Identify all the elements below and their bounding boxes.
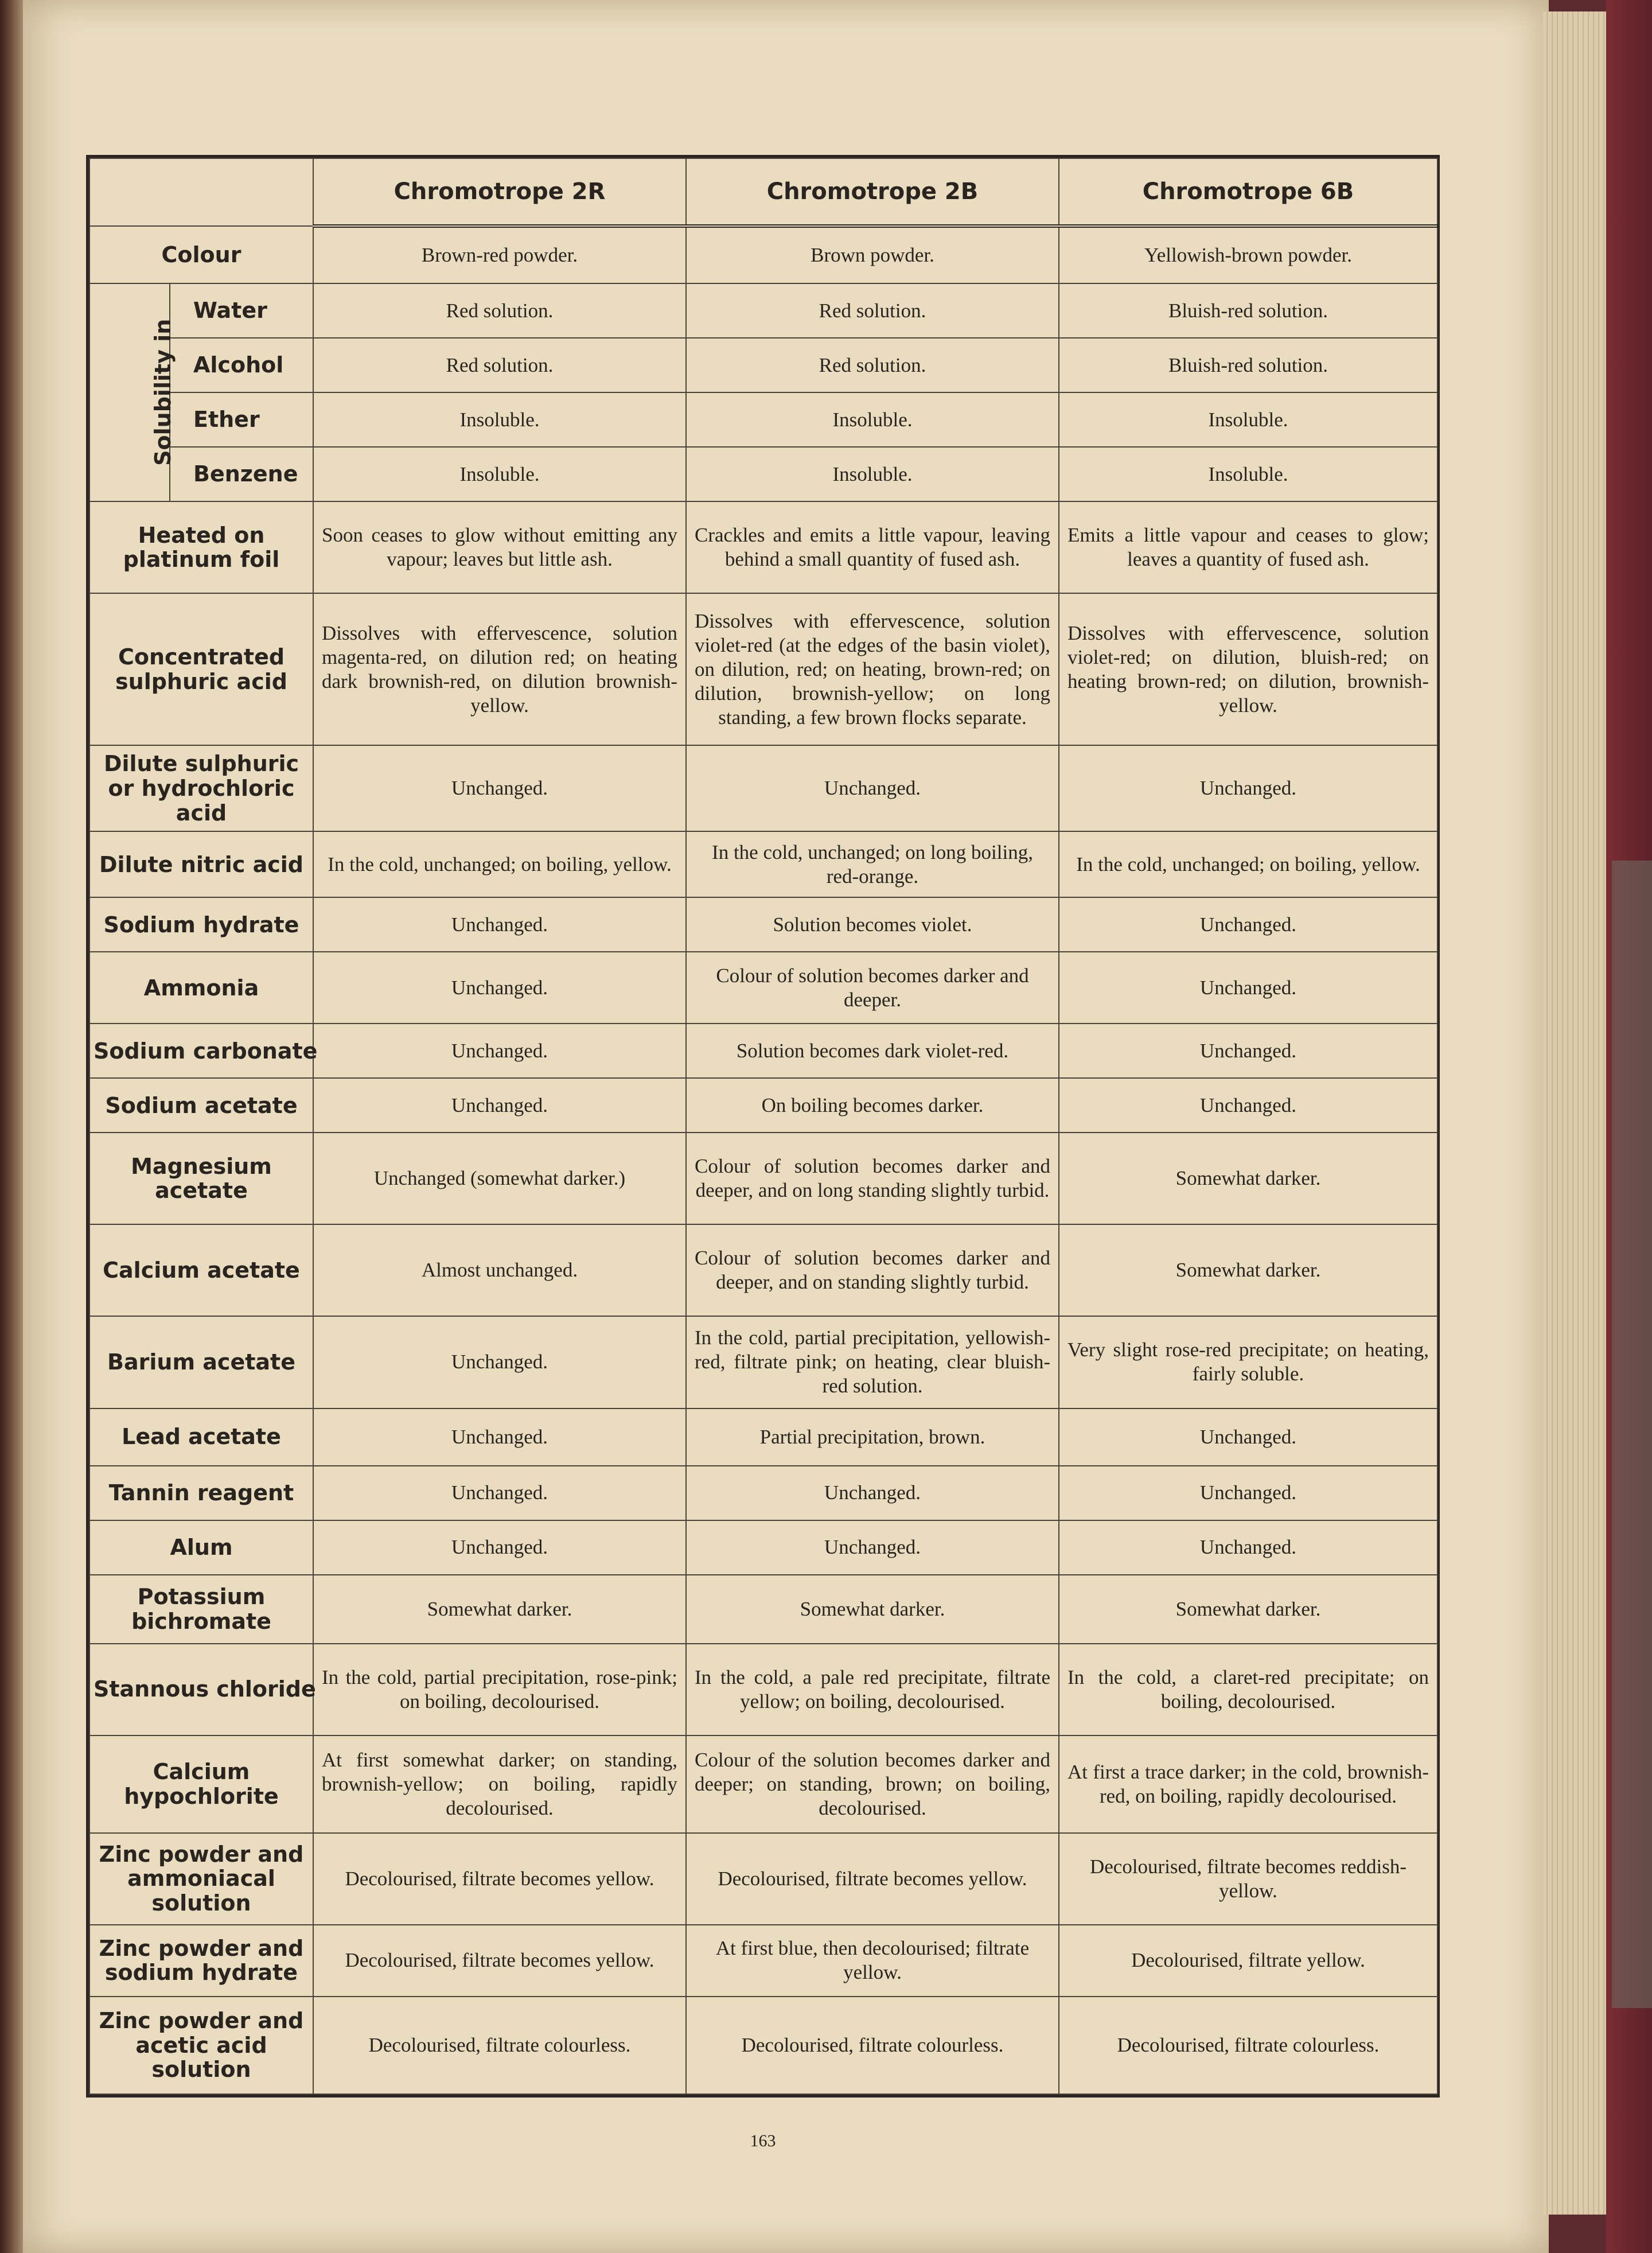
table-row bbox=[89, 952, 1437, 1024]
table-row bbox=[89, 1078, 1437, 1133]
cell: Brown powder. bbox=[686, 226, 1059, 283]
cell: Unchanged. bbox=[1059, 1024, 1437, 1078]
cell: Decolourised, filtrate yellow. bbox=[1059, 1925, 1437, 1997]
cell: Unchanged. bbox=[686, 1520, 1059, 1575]
cell: Colour of solution becomes darker and deeper. bbox=[686, 952, 1059, 1024]
row-label: Calcium hypochlorite bbox=[89, 1736, 313, 1833]
cell: Red solution. bbox=[686, 283, 1059, 338]
row-label: Sodium hydrate bbox=[89, 897, 313, 952]
cell: Somewhat darker. bbox=[313, 1575, 686, 1644]
table-row bbox=[89, 1133, 1437, 1224]
cell: Unchanged. bbox=[313, 1078, 686, 1133]
cell: In the cold, unchanged; on long boiling, red-orange. bbox=[686, 831, 1059, 897]
cell: Red solution. bbox=[313, 283, 686, 338]
cell: Unchanged. bbox=[1059, 1520, 1437, 1575]
cell: Somewhat darker. bbox=[686, 1575, 1059, 1644]
row-label: Sodium carbonate bbox=[89, 1024, 313, 1078]
cell: Somewhat darker. bbox=[1059, 1575, 1437, 1644]
cell: Bluish-red solution. bbox=[1059, 338, 1437, 392]
cell: Unchanged. bbox=[1059, 897, 1437, 952]
cell: On boiling becomes darker. bbox=[686, 1078, 1059, 1133]
cell: Unchanged (somewhat darker.) bbox=[313, 1133, 686, 1224]
cell: Crackles and emits a little vapour, leaving behind a small quantity of fused ash. bbox=[686, 501, 1059, 593]
table-row bbox=[89, 1466, 1437, 1520]
table-row bbox=[89, 392, 1437, 447]
table-row bbox=[89, 1833, 1437, 1925]
row-label: Water bbox=[170, 283, 313, 338]
cell: Somewhat darker. bbox=[1059, 1224, 1437, 1316]
table-row bbox=[89, 1224, 1437, 1316]
page-number: 163 bbox=[750, 2131, 776, 2150]
table-row bbox=[89, 1925, 1437, 1997]
cell: Unchanged. bbox=[686, 1466, 1059, 1520]
row-label: Zinc powder and ammoniacal solution bbox=[89, 1833, 313, 1925]
row-label: Calcium acetate bbox=[89, 1224, 313, 1316]
cell: Unchanged. bbox=[1059, 1466, 1437, 1520]
cell: Unchanged. bbox=[313, 1408, 686, 1466]
cell: At first a trace darker; in the cold, brownish-red, on boiling, rapidly decolourised. bbox=[1059, 1736, 1437, 1833]
solubility-group-label: Solubility in bbox=[89, 283, 170, 501]
cell: Solution becomes violet. bbox=[686, 897, 1059, 952]
cell: In the cold, partial precipitation, rose-pink; on boiling, decolourised. bbox=[313, 1644, 686, 1736]
cell: Insoluble. bbox=[1059, 392, 1437, 447]
cell: Insoluble. bbox=[686, 392, 1059, 447]
cell: Bluish-red solution. bbox=[1059, 283, 1437, 338]
table-row bbox=[89, 593, 1437, 745]
cell: Red solution. bbox=[313, 338, 686, 392]
cell: Soon ceases to glow without emitting any vapour; leaves but little ash. bbox=[313, 501, 686, 593]
row-label: Ammonia bbox=[89, 952, 313, 1024]
table-row bbox=[89, 1024, 1437, 1078]
cell: Dissolves with effervescence, solution violet-red; on dilution, bluish-red; on heating brown-red; on dilution, brownish-yellow. bbox=[1059, 593, 1437, 745]
table-row bbox=[89, 283, 1437, 338]
cell: Unchanged. bbox=[313, 1024, 686, 1078]
table-row bbox=[89, 1575, 1437, 1644]
cell: Unchanged. bbox=[1059, 1408, 1437, 1466]
cell: Dissolves with effervescence, solution violet-red (at the edges of the basin violet), on dilution, red; on heating, brown-red; on dilution, brownish-yellow; on long standing, a few brown flocks separate. bbox=[686, 593, 1059, 745]
corner-cell bbox=[89, 158, 313, 226]
table-row bbox=[89, 1644, 1437, 1736]
cell: Unchanged. bbox=[686, 745, 1059, 831]
cell: Very slight rose-red precipitate; on heating, fairly soluble. bbox=[1059, 1316, 1437, 1408]
row-label: Colour bbox=[89, 226, 313, 283]
cell: Decolourised, filtrate colourless. bbox=[686, 1997, 1059, 2094]
table-row bbox=[89, 226, 1437, 283]
table-row bbox=[89, 745, 1437, 831]
table-row bbox=[89, 897, 1437, 952]
cell: Unchanged. bbox=[313, 1316, 686, 1408]
cell: Unchanged. bbox=[313, 897, 686, 952]
cell: Brown-red powder. bbox=[313, 226, 686, 283]
cell: Decolourised, filtrate becomes yellow. bbox=[313, 1833, 686, 1925]
cell: Insoluble. bbox=[313, 392, 686, 447]
cell: Decolourised, filtrate becomes reddish-yellow. bbox=[1059, 1833, 1437, 1925]
cell: Almost unchanged. bbox=[313, 1224, 686, 1316]
table-row bbox=[89, 831, 1437, 897]
row-label: Stannous chloride bbox=[89, 1644, 313, 1736]
row-label: Dilute sulphuric or hydrochloric acid bbox=[89, 745, 313, 831]
cell: Colour of solution becomes darker and deeper, and on long standing slightly turbid. bbox=[686, 1133, 1059, 1224]
table-row bbox=[89, 501, 1437, 593]
cell: Solution becomes dark violet-red. bbox=[686, 1024, 1059, 1078]
row-label: Alum bbox=[89, 1520, 313, 1575]
cell: In the cold, a claret-red precipitate; on boiling, decolourised. bbox=[1059, 1644, 1437, 1736]
row-label: Heated on platinum foil bbox=[89, 501, 313, 593]
table-row bbox=[89, 447, 1437, 501]
cell: Unchanged. bbox=[1059, 745, 1437, 831]
row-label: Lead acetate bbox=[89, 1408, 313, 1466]
row-label: Concentrated sulphuric acid bbox=[89, 593, 313, 745]
column-header: Chromotrope 6B bbox=[1059, 158, 1437, 226]
table-row bbox=[89, 1408, 1437, 1466]
table-row bbox=[89, 338, 1437, 392]
cell: Unchanged. bbox=[1059, 1078, 1437, 1133]
cell: Colour of solution becomes darker and deeper, and on standing slightly turbid. bbox=[686, 1224, 1059, 1316]
row-label: Alcohol bbox=[170, 338, 313, 392]
cell: Red solution. bbox=[686, 338, 1059, 392]
row-label: Sodium acetate bbox=[89, 1078, 313, 1133]
cell: Somewhat darker. bbox=[1059, 1133, 1437, 1224]
cell: Decolourised, filtrate colourless. bbox=[1059, 1997, 1437, 2094]
cell: Unchanged. bbox=[313, 1520, 686, 1575]
cell: Emits a little vapour and ceases to glow; leaves a quantity of fused ash. bbox=[1059, 501, 1437, 593]
row-label: Zinc powder and acetic acid solution bbox=[89, 1997, 313, 2094]
cell: Unchanged. bbox=[313, 1466, 686, 1520]
column-header: Chromotrope 2R bbox=[313, 158, 686, 226]
cell: Decolourised, filtrate becomes yellow. bbox=[686, 1833, 1059, 1925]
cell: In the cold, partial precipitation, yellowish-red, filtrate pink; on heating, clear bluish-red solution. bbox=[686, 1316, 1059, 1408]
reactions-table bbox=[86, 155, 1440, 2098]
cell: Colour of the solution becomes darker and deeper; on standing, brown; on boiling, decolourised. bbox=[686, 1736, 1059, 1833]
table-row bbox=[89, 1520, 1437, 1575]
cell: Yellowish-brown powder. bbox=[1059, 226, 1437, 283]
cell: At first somewhat darker; on standing, brownish-yellow; on boiling, rapidly decolourised. bbox=[313, 1736, 686, 1833]
row-label: Dilute nitric acid bbox=[89, 831, 313, 897]
cell: Unchanged. bbox=[1059, 952, 1437, 1024]
cell: Dissolves with effervescence, solution magenta-red, on dilution red; on heating dark brownish-red, on dilution brownish-yellow. bbox=[313, 593, 686, 745]
row-label: Ether bbox=[170, 392, 313, 447]
cell: Decolourised, filtrate becomes yellow. bbox=[313, 1925, 686, 1997]
column-header: Chromotrope 2B bbox=[686, 158, 1059, 226]
cell: At first blue, then decolourised; filtrate yellow. bbox=[686, 1925, 1059, 1997]
row-label: Tannin reagent bbox=[89, 1466, 313, 1520]
header-row bbox=[89, 158, 1437, 226]
row-label: Potassium bichromate bbox=[89, 1575, 313, 1644]
cell: In the cold, unchanged; on boiling, yellow. bbox=[1059, 831, 1437, 897]
cell: In the cold, unchanged; on boiling, yellow. bbox=[313, 831, 686, 897]
row-label: Benzene bbox=[170, 447, 313, 501]
cell: Partial precipitation, brown. bbox=[686, 1408, 1059, 1466]
table-row bbox=[89, 1316, 1437, 1408]
page-edges bbox=[1543, 11, 1606, 2215]
cell: Insoluble. bbox=[313, 447, 686, 501]
row-label: Magnesium acetate bbox=[89, 1133, 313, 1224]
row-label: Barium acetate bbox=[89, 1316, 313, 1408]
row-label: Zinc powder and sodium hydrate bbox=[89, 1925, 313, 1997]
table-row bbox=[89, 1997, 1437, 2094]
cell: Decolourised, filtrate colourless. bbox=[313, 1997, 686, 2094]
cell: Insoluble. bbox=[686, 447, 1059, 501]
cover-wear bbox=[1612, 861, 1652, 2008]
cell: Insoluble. bbox=[1059, 447, 1437, 501]
cell: Unchanged. bbox=[313, 745, 686, 831]
cell: In the cold, a pale red precipitate, filtrate yellow; on boiling, decolourised. bbox=[686, 1644, 1059, 1736]
table-row bbox=[89, 1736, 1437, 1833]
cell: Unchanged. bbox=[313, 952, 686, 1024]
